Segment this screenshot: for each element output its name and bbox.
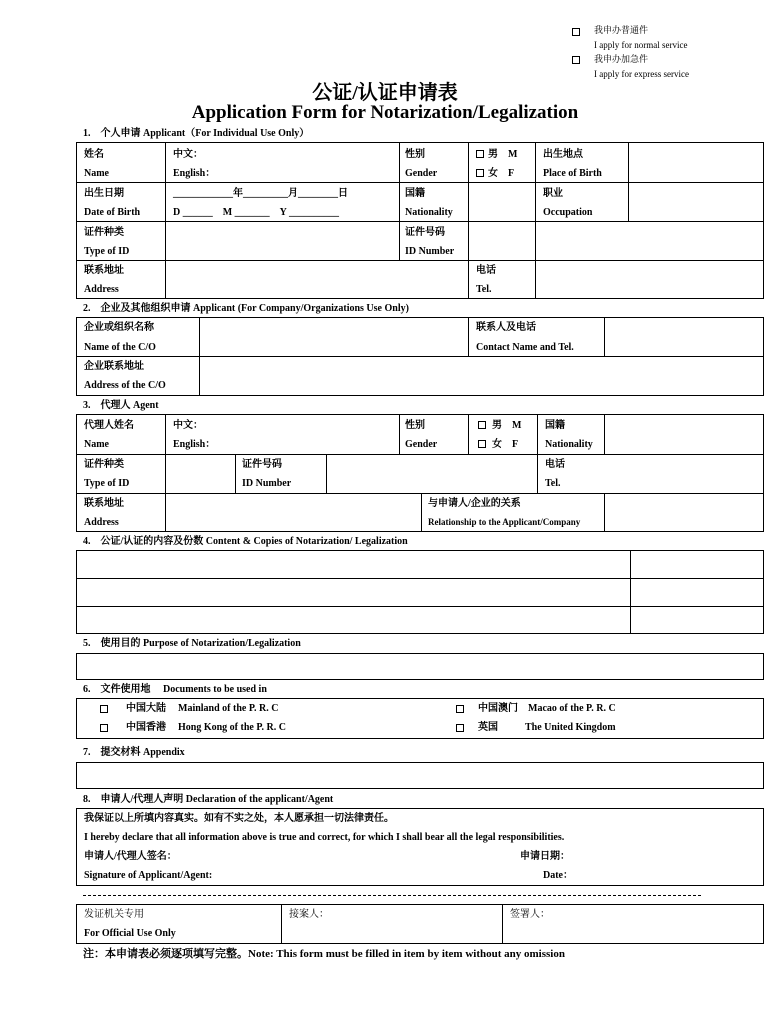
express-service-checkbox[interactable] [572,56,580,64]
mainland-label-cn: 中国大陆 [126,703,166,714]
normal-service-checkbox[interactable] [572,28,580,36]
section1-heading: 1. 个人申请 Applicant（For Individual Use Only） [83,128,310,139]
mainland-label-en: Mainland of the P. R. C [178,703,279,714]
section2-heading: 2. 企业及其他组织申请 Applicant (For Company/Organizations Use Only) [83,303,409,314]
official-use-label-cn: 发证机关专用 [84,909,144,920]
uk-label-en: The United Kingdom [525,722,616,733]
s1-female-checkbox[interactable] [476,169,484,177]
hongkong-label-en: Hong Kong of the P. R. C [178,722,286,733]
s1-female-label: 女 F [488,168,515,179]
s1-tel-label-cn: 电话 [476,265,496,276]
section5-purpose-field[interactable] [76,653,764,680]
section3-heading: 3. 代理人 Agent [83,400,159,411]
s3-english-name-field[interactable]: English： [173,439,216,450]
s3-female-checkbox[interactable] [478,440,486,448]
s3-agname-label-cn: 代理人姓名 [84,420,134,431]
section8-heading: 8. 申请人/代理人声明 Declaration of the applicant/Agent [83,794,334,805]
s3-tel-label-cn: 电话 [545,459,565,470]
s1-gender-label-cn: 性别 [405,149,425,160]
s2-orgaddr-label-en: Address of the C/O [84,380,166,391]
express-service-label-cn: 我申办加急件 [594,54,649,64]
s2-orgaddr-label-cn: 企业联系地址 [84,361,144,372]
s3-idtype-label-cn: 证件种类 [84,459,124,470]
s3-relationship-label-cn: 与申请人/企业的关系 [428,498,521,509]
s1-occupation-label-cn: 职业 [543,188,563,199]
s3-nationality-label-cn: 国籍 [545,420,565,431]
form-title-cn: 公证/认证申请表 [312,82,458,104]
section7-appendix-field[interactable] [76,762,764,789]
s3-male-label: 男 M [492,420,522,431]
section4-content-table[interactable] [76,550,764,634]
macao-checkbox[interactable] [456,705,464,713]
s3-agname-label-en: Name [84,439,109,450]
signature-label-cn: 申请人/代理人签名： [84,851,177,862]
s1-occupation-label-en: Occupation [543,207,593,218]
s2-org-label-cn: 企业或组织名称 [84,322,154,333]
s1-idtype-label-en: Type of ID [84,246,130,257]
section4-heading: 4. 公证/认证的内容及份数 Content & Copies of Notarization/ Legalization [83,536,408,547]
s3-nationality-label-en: Nationality [545,439,593,450]
normal-service-label-cn: 我申办普通件 [594,25,649,35]
hongkong-label-cn: 中国香港 [126,722,166,733]
receiver-label: 接案人： [289,909,329,920]
normal-service-label-en: I apply for normal service [594,40,688,50]
s1-tel-label-en: Tel. [476,284,492,295]
declaration-text-en: I hereby declare that all information above is true and correct, for which I shall bear all the legal responsibilities. [84,832,565,843]
s1-male-label: 男 M [488,149,518,160]
official-use-table [76,904,764,944]
s3-female-label: 女 F [492,439,519,450]
s2-org-label-en: Name of the C/O [84,342,156,353]
s2-contact-label-cn: 联系人及电话 [476,322,536,333]
date-label-cn: 申请日期： [520,851,570,862]
hongkong-checkbox[interactable] [100,724,108,732]
s1-idno-label-cn: 证件号码 [405,227,445,238]
s1-address-label-en: Address [84,284,119,295]
uk-label-cn: 英国 [478,722,498,733]
s1-idno-label-en: ID Number [405,246,455,257]
s3-idtype-label-en: Type of ID [84,478,130,489]
s1-pob-label-cn: 出生地点 [543,149,583,160]
s1-address-label-cn: 联系地址 [84,265,124,276]
footer-note: 注：本申请表必须逐项填写完整。Note: This form must be filled in item by item without any omission [83,948,565,960]
signature-label-en: Signature of Applicant/Agent: [84,870,213,881]
s3-tel-label-en: Tel. [545,478,561,489]
s1-name-label-cn: 姓名 [84,149,104,160]
s1-dob-label-cn: 出生日期 [84,188,124,199]
s1-nationality-label-cn: 国籍 [405,188,425,199]
date-label-en: Date： [543,870,573,881]
macao-label-en: Macao of the P. R. C [528,703,616,714]
s3-gender-label-cn: 性别 [405,420,425,431]
express-service-label-en: I apply for express service [594,69,689,79]
section7-heading: 7. 提交材料 Appendix [83,747,185,758]
s3-idno-label-cn: 证件号码 [242,459,282,470]
s3-gender-label-en: Gender [405,439,438,450]
s3-idno-label-en: ID Number [242,478,292,489]
section6-heading: 6. 文件使用地 Documents to be used in [83,684,267,695]
s1-gender-label-en: Gender [405,168,438,179]
s3-relationship-label-en: Relationship to the Applicant/Company [428,517,581,527]
section5-heading: 5. 使用目的 Purpose of Notarization/Legalization [83,638,301,649]
s3-chinese-name-field[interactable]: 中文： [173,420,203,431]
official-use-label-en: For Official Use Only [84,928,176,939]
form-title-en: Application Form for Notarization/Legalization [191,102,579,123]
s3-address-label-cn: 联系地址 [84,498,124,509]
s1-chinese-name-field[interactable]: 中文： [173,149,203,160]
s3-male-checkbox[interactable] [478,421,486,429]
s1-dob-label-en: Date of Birth [84,207,141,218]
cut-line [83,895,701,896]
s3-address-label-en: Address [84,517,119,528]
s1-dob-field-cn[interactable]: ____________年_________月________日 [173,188,348,199]
s1-pob-label-en: Place of Birth [543,168,602,179]
macao-label-cn: 中国澳门 [478,703,518,714]
uk-checkbox[interactable] [456,724,464,732]
s1-english-name-field[interactable]: English： [173,168,216,179]
signer-label: 签署人： [510,909,550,920]
s1-idtype-label-cn: 证件种类 [84,227,124,238]
declaration-text-cn: 我保证以上所填内容真实。如有不实之处，本人愿承担一切法律责任。 [84,813,394,824]
mainland-checkbox[interactable] [100,705,108,713]
s1-name-label-en: Name [84,168,109,179]
s2-contact-label-en: Contact Name and Tel. [476,342,574,353]
s1-dob-field-en[interactable]: D ______ M _______ Y __________ [173,207,340,218]
s1-nationality-label-en: Nationality [405,207,453,218]
s1-male-checkbox[interactable] [476,150,484,158]
